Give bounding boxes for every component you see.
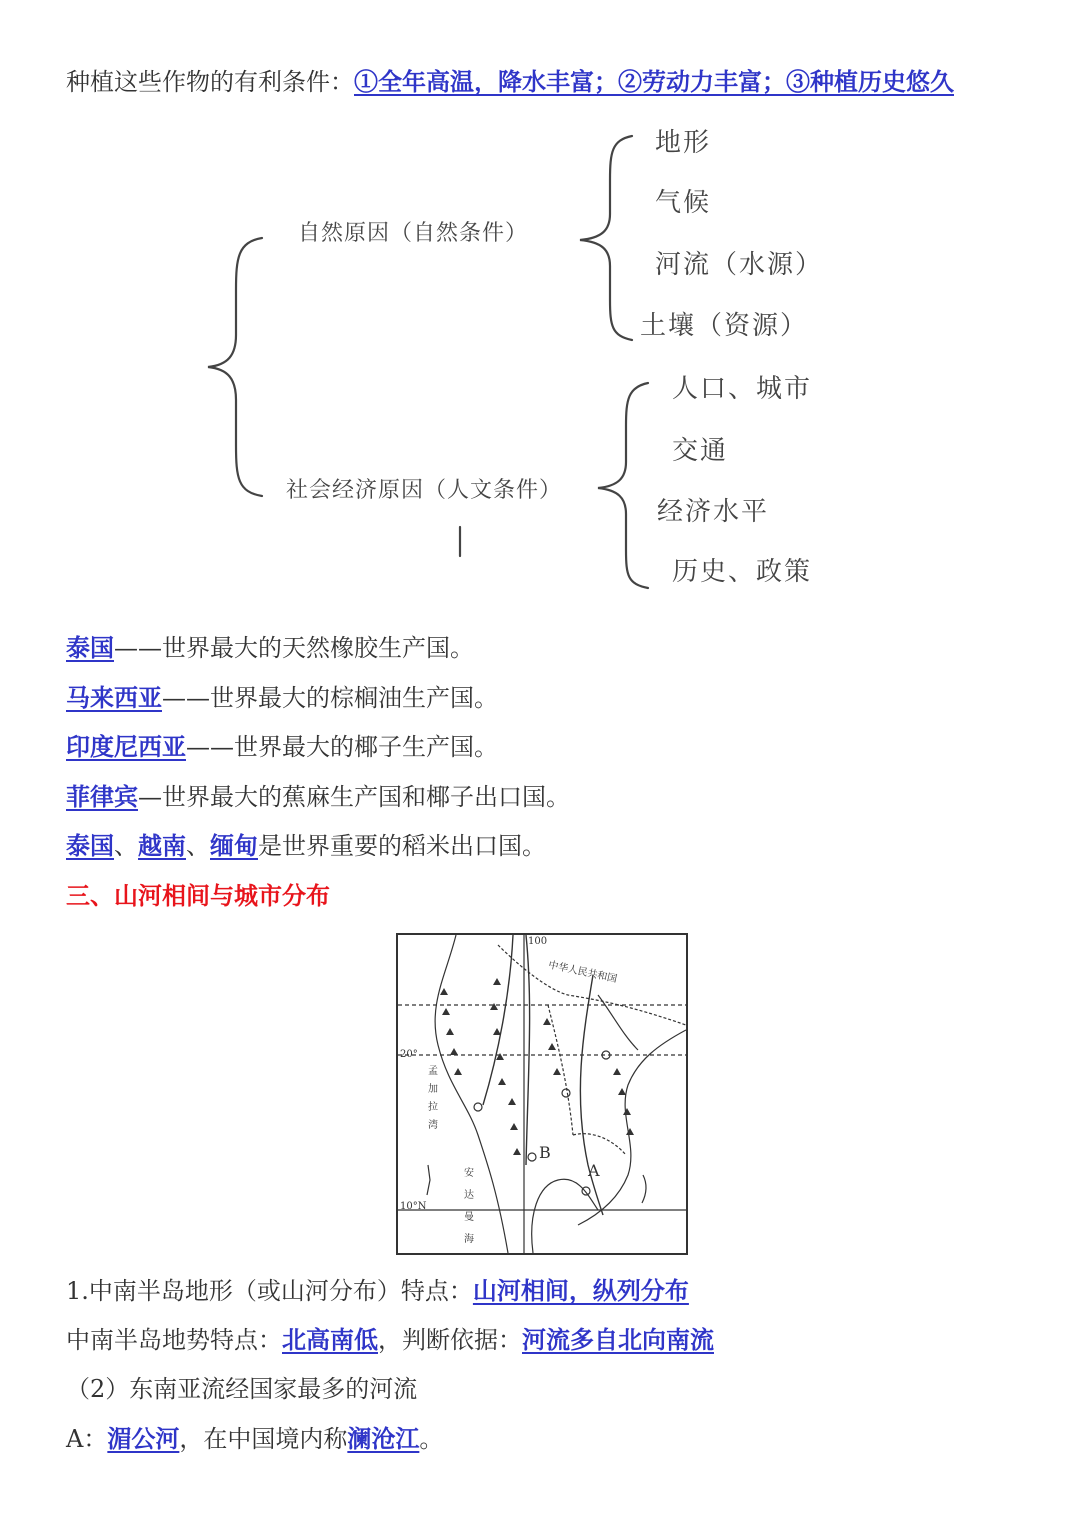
q1-line [66,1274,689,1308]
q1-answer: 山河相间，纵列分布 [472,1276,689,1305]
lat-label-10: 10°N [400,1201,427,1212]
q4-answer1: 湄公河 [107,1424,180,1453]
social-label: 社会经济原因（人文条件） [286,478,563,503]
city-marker [474,1103,482,1111]
city-marker-b [528,1153,536,1161]
fact-line [66,730,498,764]
island [427,1165,430,1195]
q2-answer1: 北高南低 [282,1325,378,1354]
sea-label: 安达曼海 [464,1168,474,1245]
natural-item: 地形 [655,128,712,158]
lat-label-20: 20° [400,1049,418,1060]
rice-country: 缅甸 [210,831,258,860]
gulf-coast [532,1179,598,1253]
indochina-map [396,933,688,1255]
fact-text: ——世界最大的天然橡胶生产国。 [114,634,474,662]
social-item: 经济水平 [657,497,770,527]
brace-lines [0,0,1080,620]
q4-prefix: A： [66,1425,108,1453]
fact-country: 菲律宾 [66,782,138,811]
q2-answer2: 河流多自北向南流 [522,1325,714,1354]
intro-answer: ①全年高温，降水丰富；②劳动力丰富；③种植历史悠久 [354,67,954,96]
map-drawing [398,935,686,1253]
social-item: 历史、政策 [672,557,813,587]
fact-text: ——世界最大的椰子生产国。 [186,733,498,761]
section-heading: 三、山河相间与城市分布 [66,881,330,910]
fact-country: 马来西亚 [66,683,162,712]
point-b-label: B [539,1143,551,1162]
separator: 、 [114,832,138,860]
separator: 、 [186,832,210,860]
rice-country: 泰国 [66,831,114,860]
social-item: 人口、城市 [672,374,813,404]
fact-text: —世界最大的蕉麻生产国和椰子出口国。 [138,783,570,811]
city-marker-a [582,1187,590,1195]
rice-line [66,829,546,863]
natural-item: 土壤（资源） [640,311,809,341]
factor-diagram [0,0,1080,620]
q2-prefix: 中南半岛地势特点： [66,1326,282,1354]
coast-east [578,1030,686,1225]
q4-middle: ，在中国境内称 [179,1425,348,1453]
fact-line [66,631,474,665]
city-marker [562,1089,570,1097]
border-mid [548,1005,573,1135]
q4-answer2: 澜沧江 [347,1424,420,1453]
river-red [598,995,638,1050]
fact-country: 泰国 [66,633,114,662]
natural-item: 气候 [655,188,712,218]
rice-country: 越南 [138,831,186,860]
natural-label: 自然原因（自然条件） [298,221,529,246]
island [642,1175,646,1203]
rice-text: 是世界重要的稻米出口国。 [258,832,546,860]
natural-item: 河流（水源） [655,250,824,280]
fact-line [66,780,570,814]
bay-label: 孟加拉湾 [428,1066,438,1131]
q4-line [66,1422,443,1456]
border-cambodia [573,1134,626,1155]
lon-label: 100 [528,936,548,947]
fact-text: ——世界最大的棕榈油生产国。 [162,684,498,712]
q4-suffix: 。 [419,1425,444,1453]
natural-brace [580,136,632,340]
q2-line [66,1323,714,1357]
river-salween [526,935,530,1165]
q3-line: （2）东南亚流经国家最多的河流 [66,1375,418,1403]
main-brace [208,238,262,496]
point-a-label: A [588,1161,600,1180]
china-label: 中华人民共和国 [547,959,618,986]
fact-line [66,681,498,715]
fact-country: 印度尼西亚 [66,732,186,761]
intro-prefix: 种植这些作物的有利条件： [66,68,354,96]
river-irrawaddy [483,935,513,1105]
q1-prefix: 1.中南半岛地形（或山河分布）特点： [66,1277,473,1305]
q2-middle: ，判断依据： [378,1326,522,1354]
social-item: 交通 [672,436,729,466]
social-brace [598,383,648,588]
